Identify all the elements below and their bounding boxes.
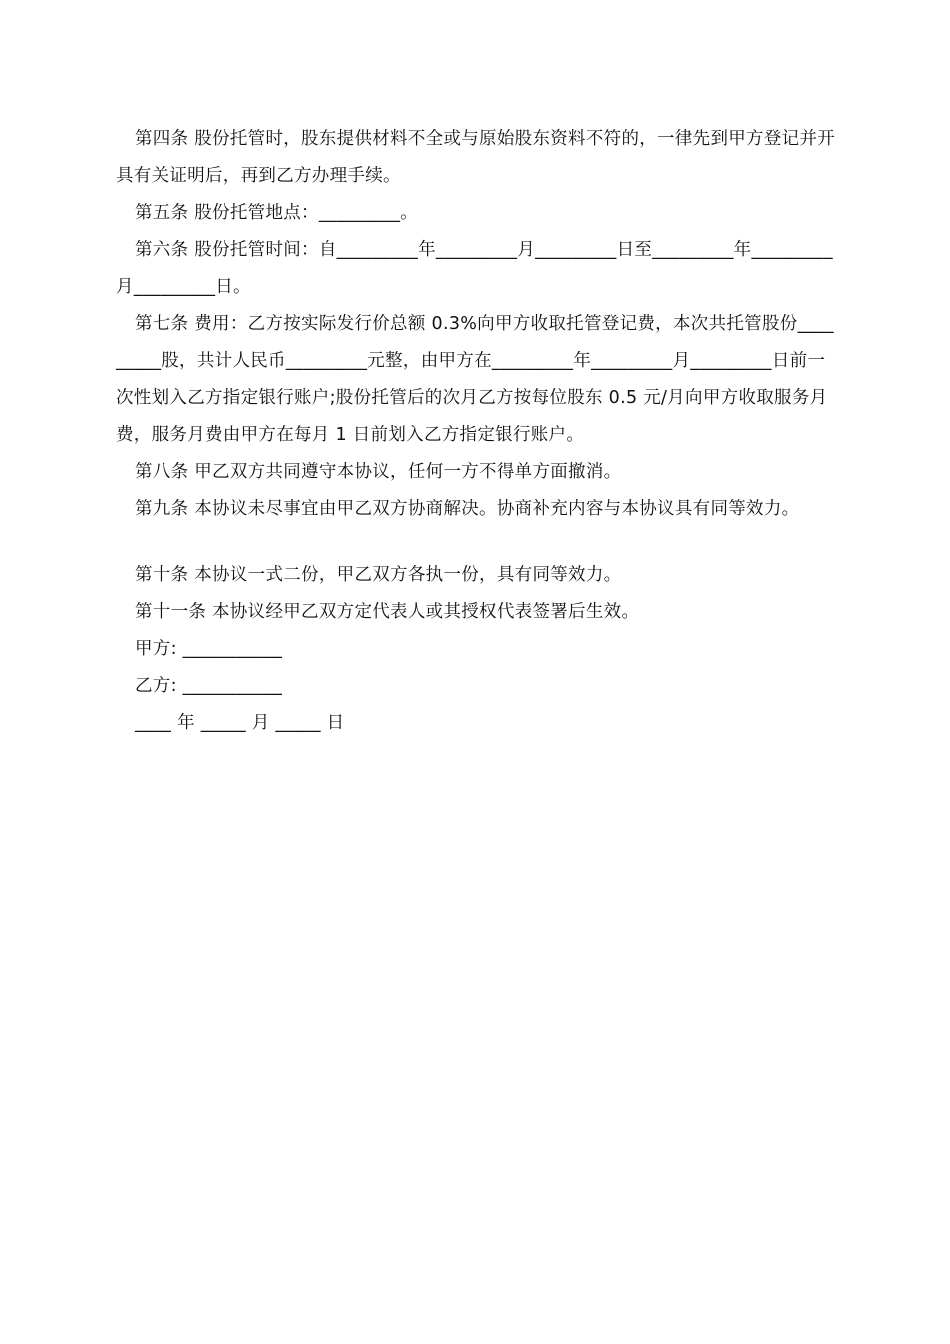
party-b-signature-line: 乙方: ___________ [135, 676, 283, 696]
document-body [116, 121, 838, 742]
clause-5: 第五条 股份托管地点：_________。 [135, 203, 419, 223]
blank-line [116, 528, 838, 557]
clause-11: 第十一条 本协议经甲乙双方定代表人或其授权代表签署后生效。 [135, 602, 640, 622]
clause-8: 第八条 甲乙双方共同遵守本协议，任何一方不得单方面撤消。 [135, 462, 622, 482]
party-a-signature-line: 甲方: ___________ [135, 639, 283, 659]
clause-9: 第九条 本协议未尽事宜由甲乙双方协商解决。协商补充内容与本协议具有同等效力。 [135, 499, 800, 519]
date-line: ____ 年 _____ 月 _____ 日 [135, 713, 345, 733]
clause-7: 第七条 费用：乙方按实际发行价总额 0.3%向甲方收取托管登记费，本次共托管股份_________股，共计人民币_________元整，由甲方在_________年_________月_________日前一次性划入乙方指定银行账户;股份托管后的次月乙方按每位股东 0.5 元/月向甲方收取服务月费，服务月费由甲方在每月 1 日前划入乙方指定银行账户。 [116, 314, 834, 445]
clause-4: 第四条 股份托管时，股东提供材料不全或与原始股东资料不符的，一律先到甲方登记并开具有关证明后，再到乙方办理手续。 [116, 129, 836, 186]
clause-6: 第六条 股份托管时间：自_________年_________月_________日至_________年_________月_________日。 [116, 240, 833, 297]
clause-10: 第十条 本协议一式二份，甲乙双方各执一份，具有同等效力。 [135, 565, 622, 585]
